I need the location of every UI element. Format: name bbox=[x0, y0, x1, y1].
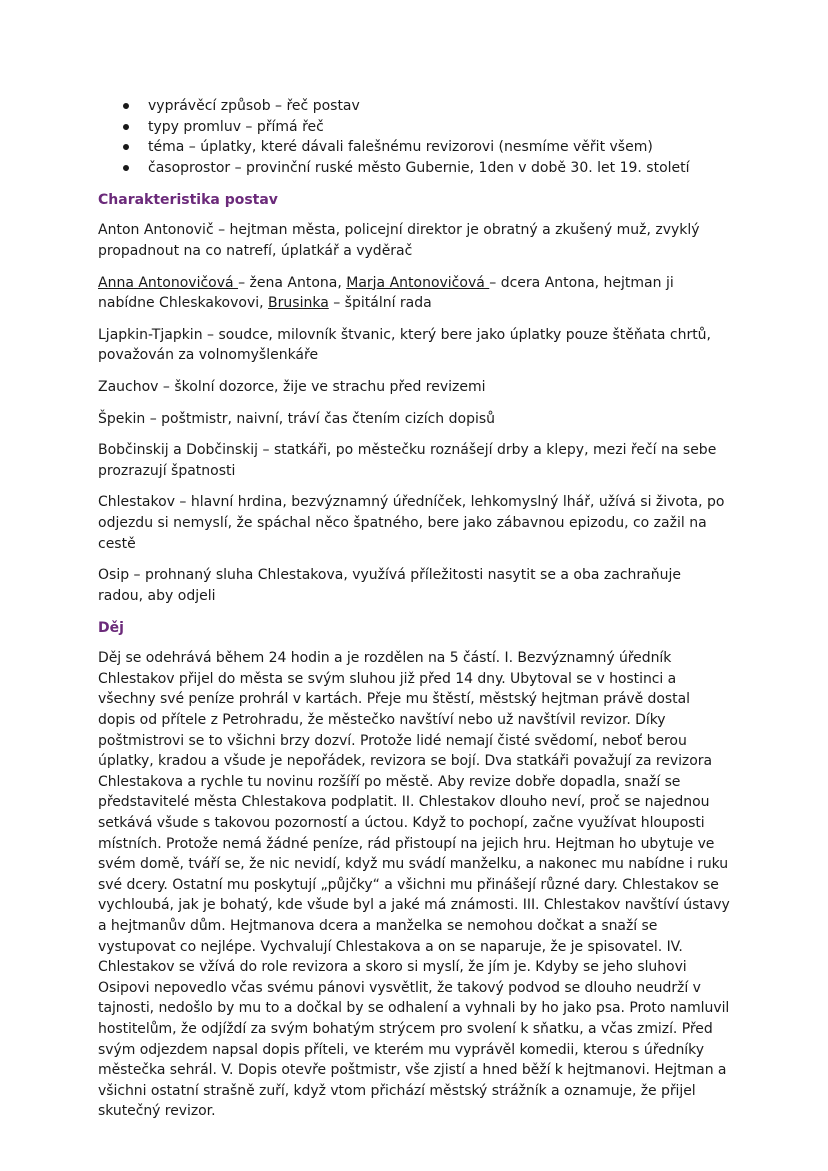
character-anna-text: – žena Antona, bbox=[238, 274, 347, 291]
list-item bbox=[98, 117, 730, 138]
link-anna[interactable]: Anna Antonovičová bbox=[98, 274, 239, 291]
bullet-icon bbox=[123, 103, 129, 109]
list-item-text: téma – úplatky, které dávali falešnému revizorovi (nesmíme věřit všem) bbox=[148, 139, 653, 156]
character-ljapkin: Ljapkin-Tjapkin – soudce, milovník štvanic, který bere jako úplatky pouze štěňata chrtů, považován za volnomyšlenkáře bbox=[98, 326, 712, 364]
document-page bbox=[98, 96, 730, 1122]
character-chlestakov: Chlestakov – hlavní hrdina, bezvýznamný úředníček, lehkomyslný lhář, užívá si života, po odjezdu si nemyslí, že spáchal něco špatného, bere jako zábavnou epizodu, co zažil na cestě bbox=[98, 494, 725, 552]
plot-paragraph: Děj se odehrává během 24 hodin a je rozdělen na 5 částí. I. Bezvýznamný úředník Chlestakov přijel do města se svým sluhou již před 14 dny. Ubytoval se v hostinci a všechny své peníze prohrál v kartách. Přeje mu štěstí, městský hejtman právě dostal dopis od přítele z Petrohradu, že městečko navštíví nebo už navštívil revizor. Díky poštmistrovi se to všichni brzy dozví. Protože lidé nemají čisté svědomí, neboť berou úplatky, kradou a všude je nepořádek, revizora se bojí. Dva statkáři považují za revizora Chlestakova a rychle tu novinu rozšíří po městě. Aby revize dobře dopadla, snaží se představitelé města Chlestakova podplatit. II. Chlestakov dlouho neví, proč se najednou setkává všude s takovou pozorností a úctou. Když to pochopí, začne využívat hlouposti místních. Protože nemá žádné peníze, rád přistoupí na jejich hru. Hejtman ho ubytuje ve svém domě, tváří se, že nic nevidí, když mu svádí manželku, a nakonec mu nabídne i ruku své dcery. Ostatní mu poskytují „půjčky“ a všichni mu přinášejí různé dary. Chlestakov se vychloubá, jak je bohatý, kde všude byl a jaké má známosti. III. Chlestakov navštíví ústavy a hejtmanův dům. Hejtmanova dcera a manželka se nemohou dočkat a snaží se vystupovat co nejlépe. Vychvalují Chlestakova a on se naparuje, že je spisovatel. IV. Chlestakov se vžívá do role revizora a skoro si myslí, že jím je. Kdyby se jeho sluhovi Osipovi nepovedlo včas svému pánovi vysvětlit, že takový podvod se dlouho neudrží v tajnosti, nedošlo by mu to a dočkal by se odhalení a vyhnali by ho jako psa. Proto namluvil hostitelům, že odjíždí za svým bohatým strýcem pro svolení k sňatku, a včas zmizí. Před svým odjezdem napsal dopis příteli, ve kterém mu vyprávěl komedii, kterou s úředníky městečka sehrál. V. Dopis otevře poštmistr, vše zjistí a hned běží k hejtmanovi. Hejtman a všichni ostatní strašně zuří, když vtom přichází městský strážník a oznamuje, že přijel skutečný revizor. bbox=[98, 650, 730, 1120]
character-zauchov: Zauchov – školní dozorce, žije ve strachu před revizemi bbox=[98, 378, 486, 395]
bullet-icon bbox=[123, 165, 129, 171]
character-bobcinskij: Bobčinskij a Dobčinskij – statkáři, po městečku roznášejí drby a klepy, mezi řečí na sebe prozrazují špatnosti bbox=[98, 442, 717, 479]
link-marja[interactable]: Marja Antonovičová bbox=[346, 274, 490, 291]
character-spekin: Špekin – poštmistr, naivní, tráví čas čtením cizích dopisů bbox=[98, 410, 496, 427]
bullet-list bbox=[98, 96, 730, 178]
list-item bbox=[98, 158, 730, 179]
list-item bbox=[98, 137, 730, 158]
section-heading-plot: Děj bbox=[98, 620, 124, 637]
character-marja-text: – dcera Antona, hejtman ji nabídne Chleskakovovi, bbox=[98, 274, 674, 312]
character-anton: Anton Antonovič – hejtman města, policejní direktor je obratný a zkušený muž, zvyklý propadnout na co natrefí, úplatkář a vyděrač bbox=[98, 222, 700, 259]
character-osip: Osip – prohnaný sluha Chlestakova, využívá příležitosti nasytit se a oba zachraňuje radou, aby odjeli bbox=[98, 567, 681, 604]
link-brusinka[interactable]: Brusinka bbox=[268, 295, 329, 312]
bullet-icon bbox=[123, 144, 129, 150]
list-item-text: typy promluv – přímá řeč bbox=[148, 118, 324, 135]
list-item bbox=[98, 96, 730, 117]
character-brusinka-text: – špitální rada bbox=[328, 295, 432, 312]
character-family bbox=[98, 273, 730, 314]
bullet-icon bbox=[123, 124, 129, 130]
section-heading-characters: Charakteristika postav bbox=[98, 192, 278, 209]
list-item-text: vyprávěcí způsob – řeč postav bbox=[148, 98, 360, 114]
list-item-text: časoprostor – provinční ruské město Gubernie, 1den v době 30. let 19. století bbox=[148, 159, 690, 176]
